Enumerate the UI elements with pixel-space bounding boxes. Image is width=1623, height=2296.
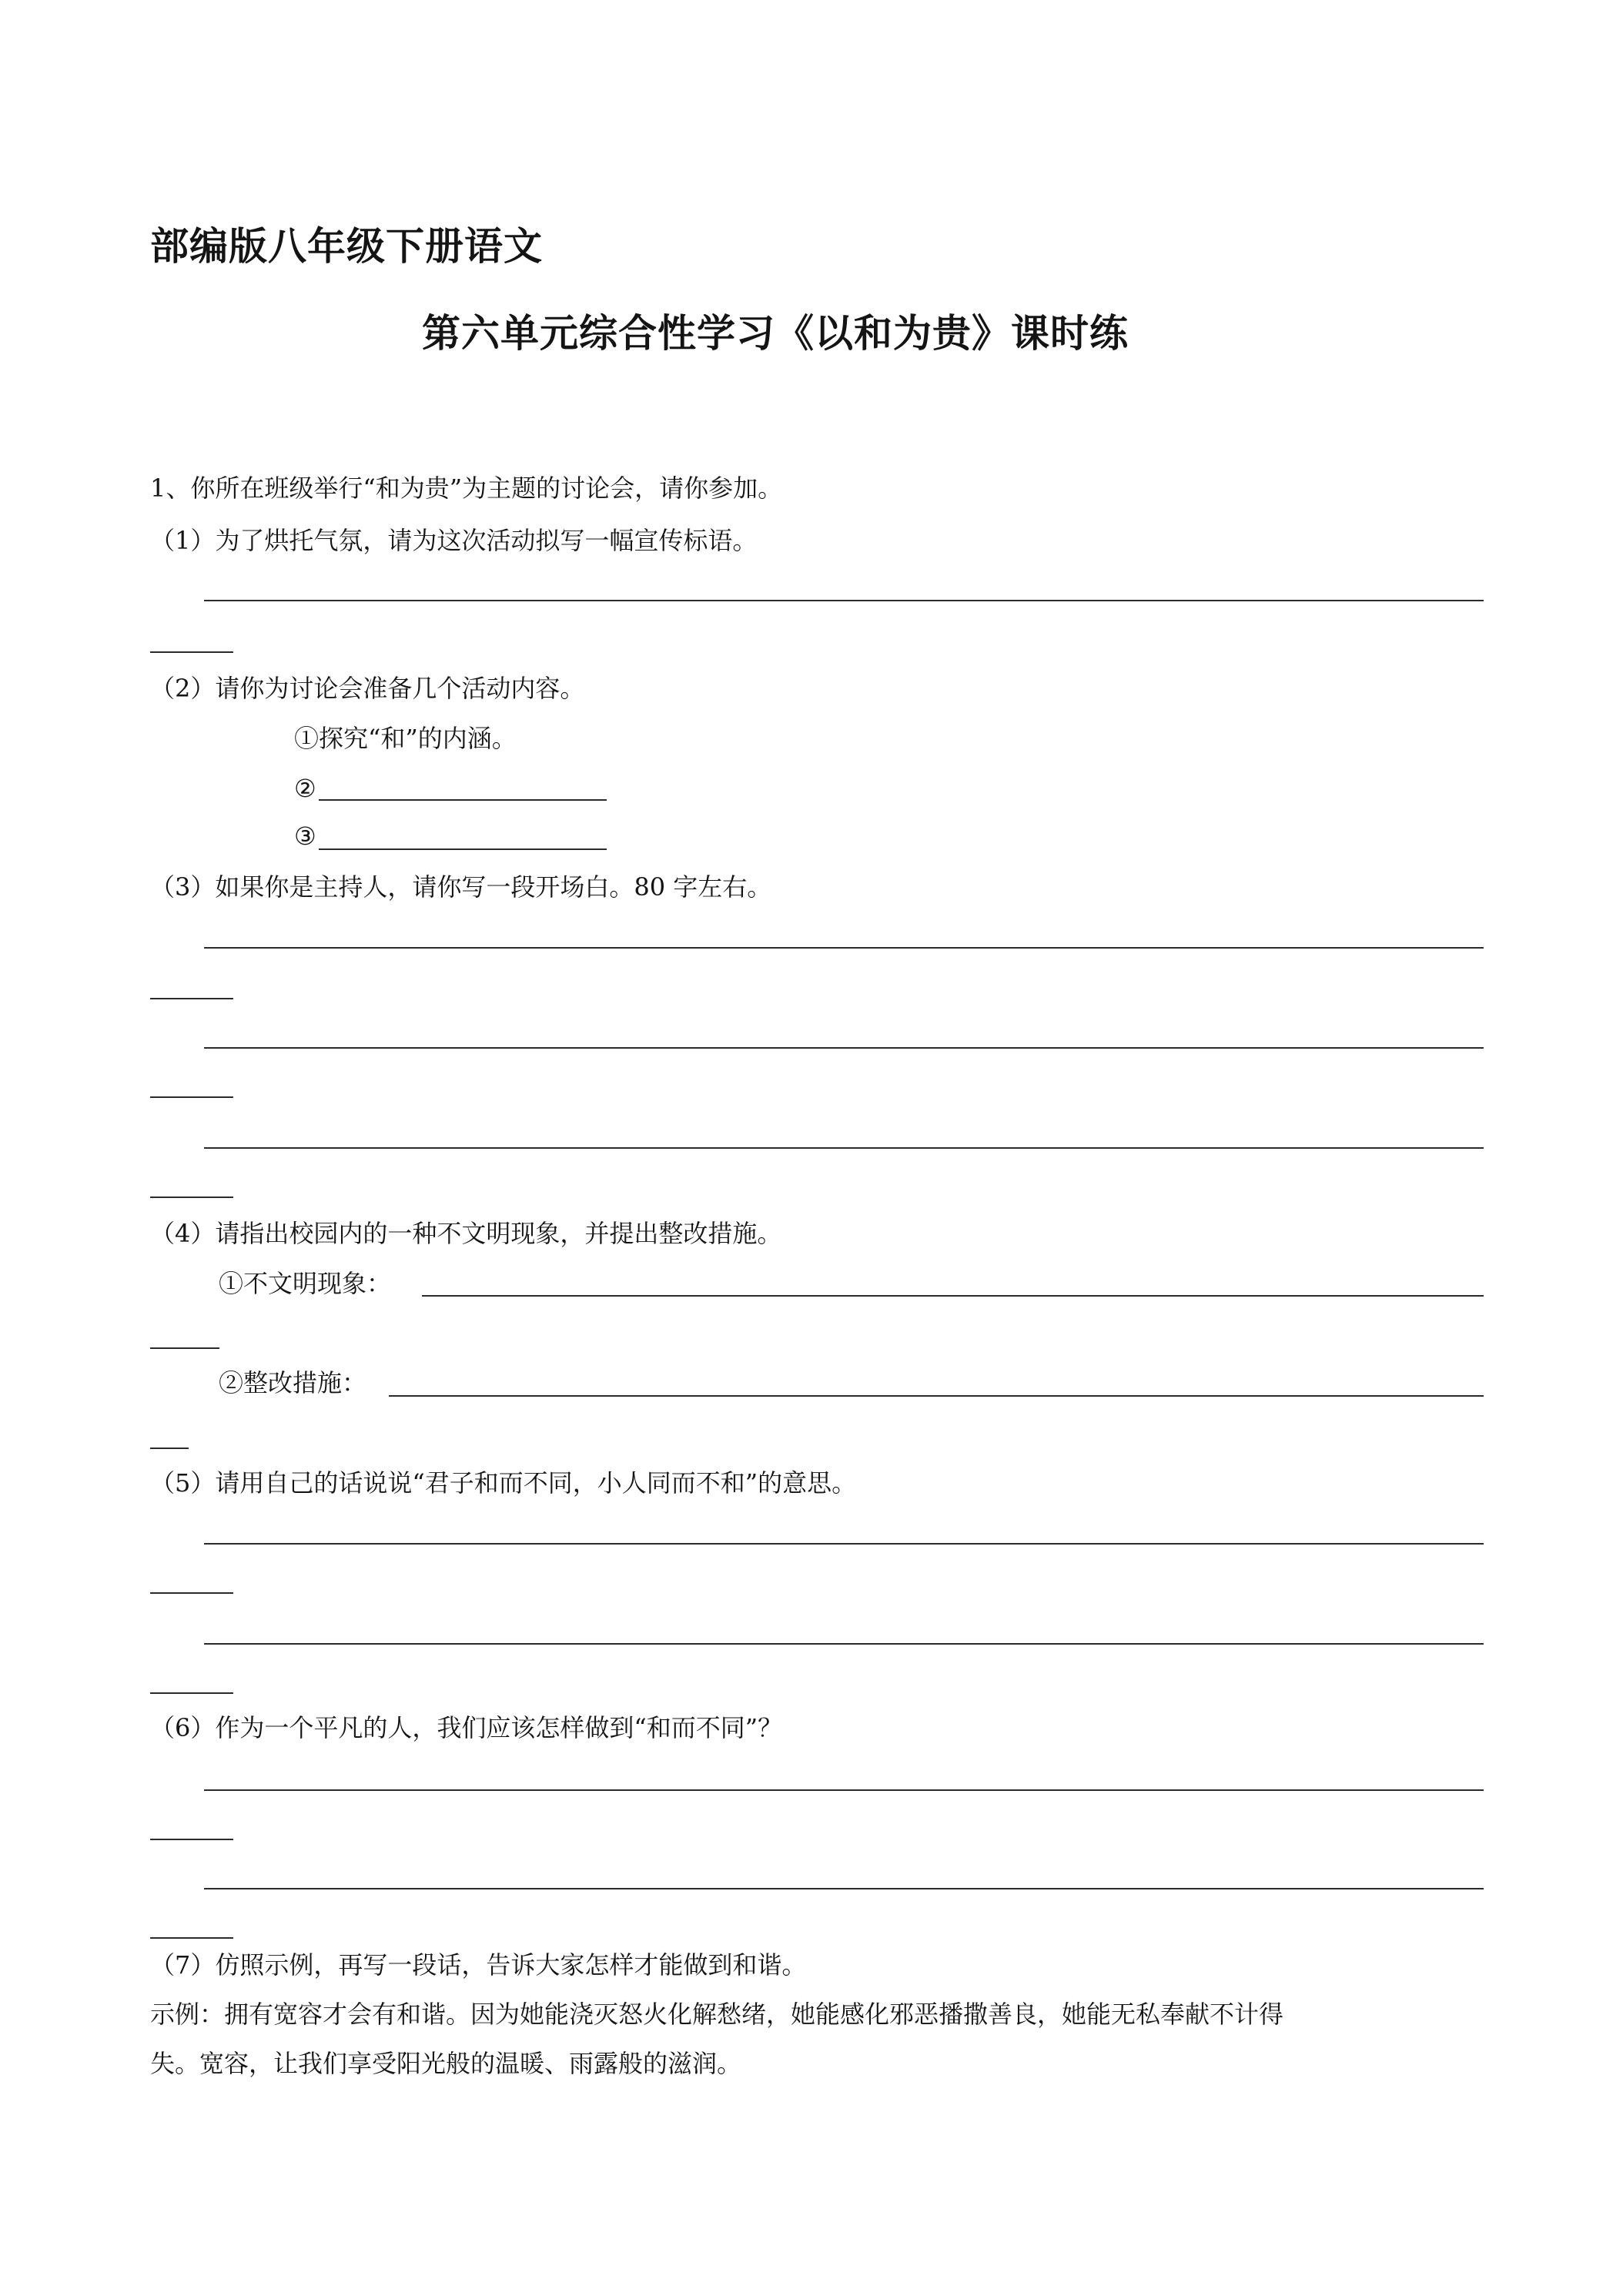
q3-answer-line[interactable] — [204, 1147, 1484, 1149]
book-title: 部编版八年级下册语文 — [150, 224, 543, 269]
q4-item-2-label: ②整改措施： — [219, 1368, 367, 1397]
q4-prompt: （4）请指出校园内的一种不文明现象，并提出整改措施。 — [150, 1219, 782, 1248]
q3-answer-line[interactable] — [204, 947, 1484, 949]
q5-prompt: （5）请用自己的话说说“君子和而不同，小人同而不和”的意思。 — [150, 1468, 857, 1498]
q6-answer-line-cont[interactable] — [150, 1839, 233, 1840]
q2-item-2-line[interactable] — [319, 799, 607, 801]
q7-example-line-1: 示例：拥有宽容才会有和谐。因为她能浇灭怒火化解愁绪，她能感化邪恶播撒善良，她能无私奉献不计得 — [150, 2000, 1284, 2029]
q4-item-1-label: ①不文明现象： — [219, 1269, 392, 1298]
q3-answer-line-cont[interactable] — [150, 1096, 233, 1098]
question-intro: 1、你所在班级举行“和为贵”为主题的讨论会，请你参加。 — [150, 474, 783, 503]
q6-answer-line[interactable] — [204, 1888, 1484, 1889]
q5-answer-line-cont[interactable] — [150, 1692, 233, 1694]
q1-answer-line[interactable] — [204, 600, 1484, 601]
q2-prompt: （2）请你为讨论会准备几个活动内容。 — [150, 674, 585, 703]
q1-answer-line-cont[interactable] — [150, 651, 233, 653]
q5-answer-line-cont[interactable] — [150, 1592, 233, 1594]
q4-item-2-line-cont[interactable] — [150, 1448, 189, 1449]
q4-item-1-line-cont[interactable] — [150, 1347, 219, 1349]
lesson-title: 第六单元综合性学习《以和为贵》课时练 — [422, 311, 1129, 356]
q2-item-3-marker: ③ — [294, 822, 316, 851]
q2-item-3-line[interactable] — [319, 848, 607, 850]
q2-item-2-marker: ② — [294, 774, 316, 803]
q3-answer-line-cont[interactable] — [150, 998, 233, 999]
q6-prompt: （6）作为一个平凡的人，我们应该怎样做到“和而不同”？ — [150, 1713, 783, 1742]
q4-item-2-line[interactable] — [389, 1395, 1484, 1397]
q5-answer-line[interactable] — [204, 1543, 1484, 1545]
q5-answer-line[interactable] — [204, 1643, 1484, 1645]
q6-answer-line-cont[interactable] — [150, 1937, 233, 1939]
q6-answer-line[interactable] — [204, 1789, 1484, 1791]
q2-item-1: ①探究“和”的内涵。 — [294, 724, 517, 753]
q3-answer-line-cont[interactable] — [150, 1197, 233, 1198]
q7-prompt: （7）仿照示例，再写一段话，告诉大家怎样才能做到和谐。 — [150, 1950, 807, 1980]
q3-prompt: （3）如果你是主持人，请你写一段开场白。80 字左右。 — [150, 872, 772, 902]
q3-answer-line[interactable] — [204, 1047, 1484, 1049]
q1-prompt: （1）为了烘托气氛，请为这次活动拟写一幅宣传标语。 — [150, 526, 758, 555]
q7-example-line-2: 失。宽容，让我们享受阳光般的温暖、雨露般的滋润。 — [150, 2049, 742, 2078]
q4-item-1-line[interactable] — [422, 1295, 1484, 1297]
